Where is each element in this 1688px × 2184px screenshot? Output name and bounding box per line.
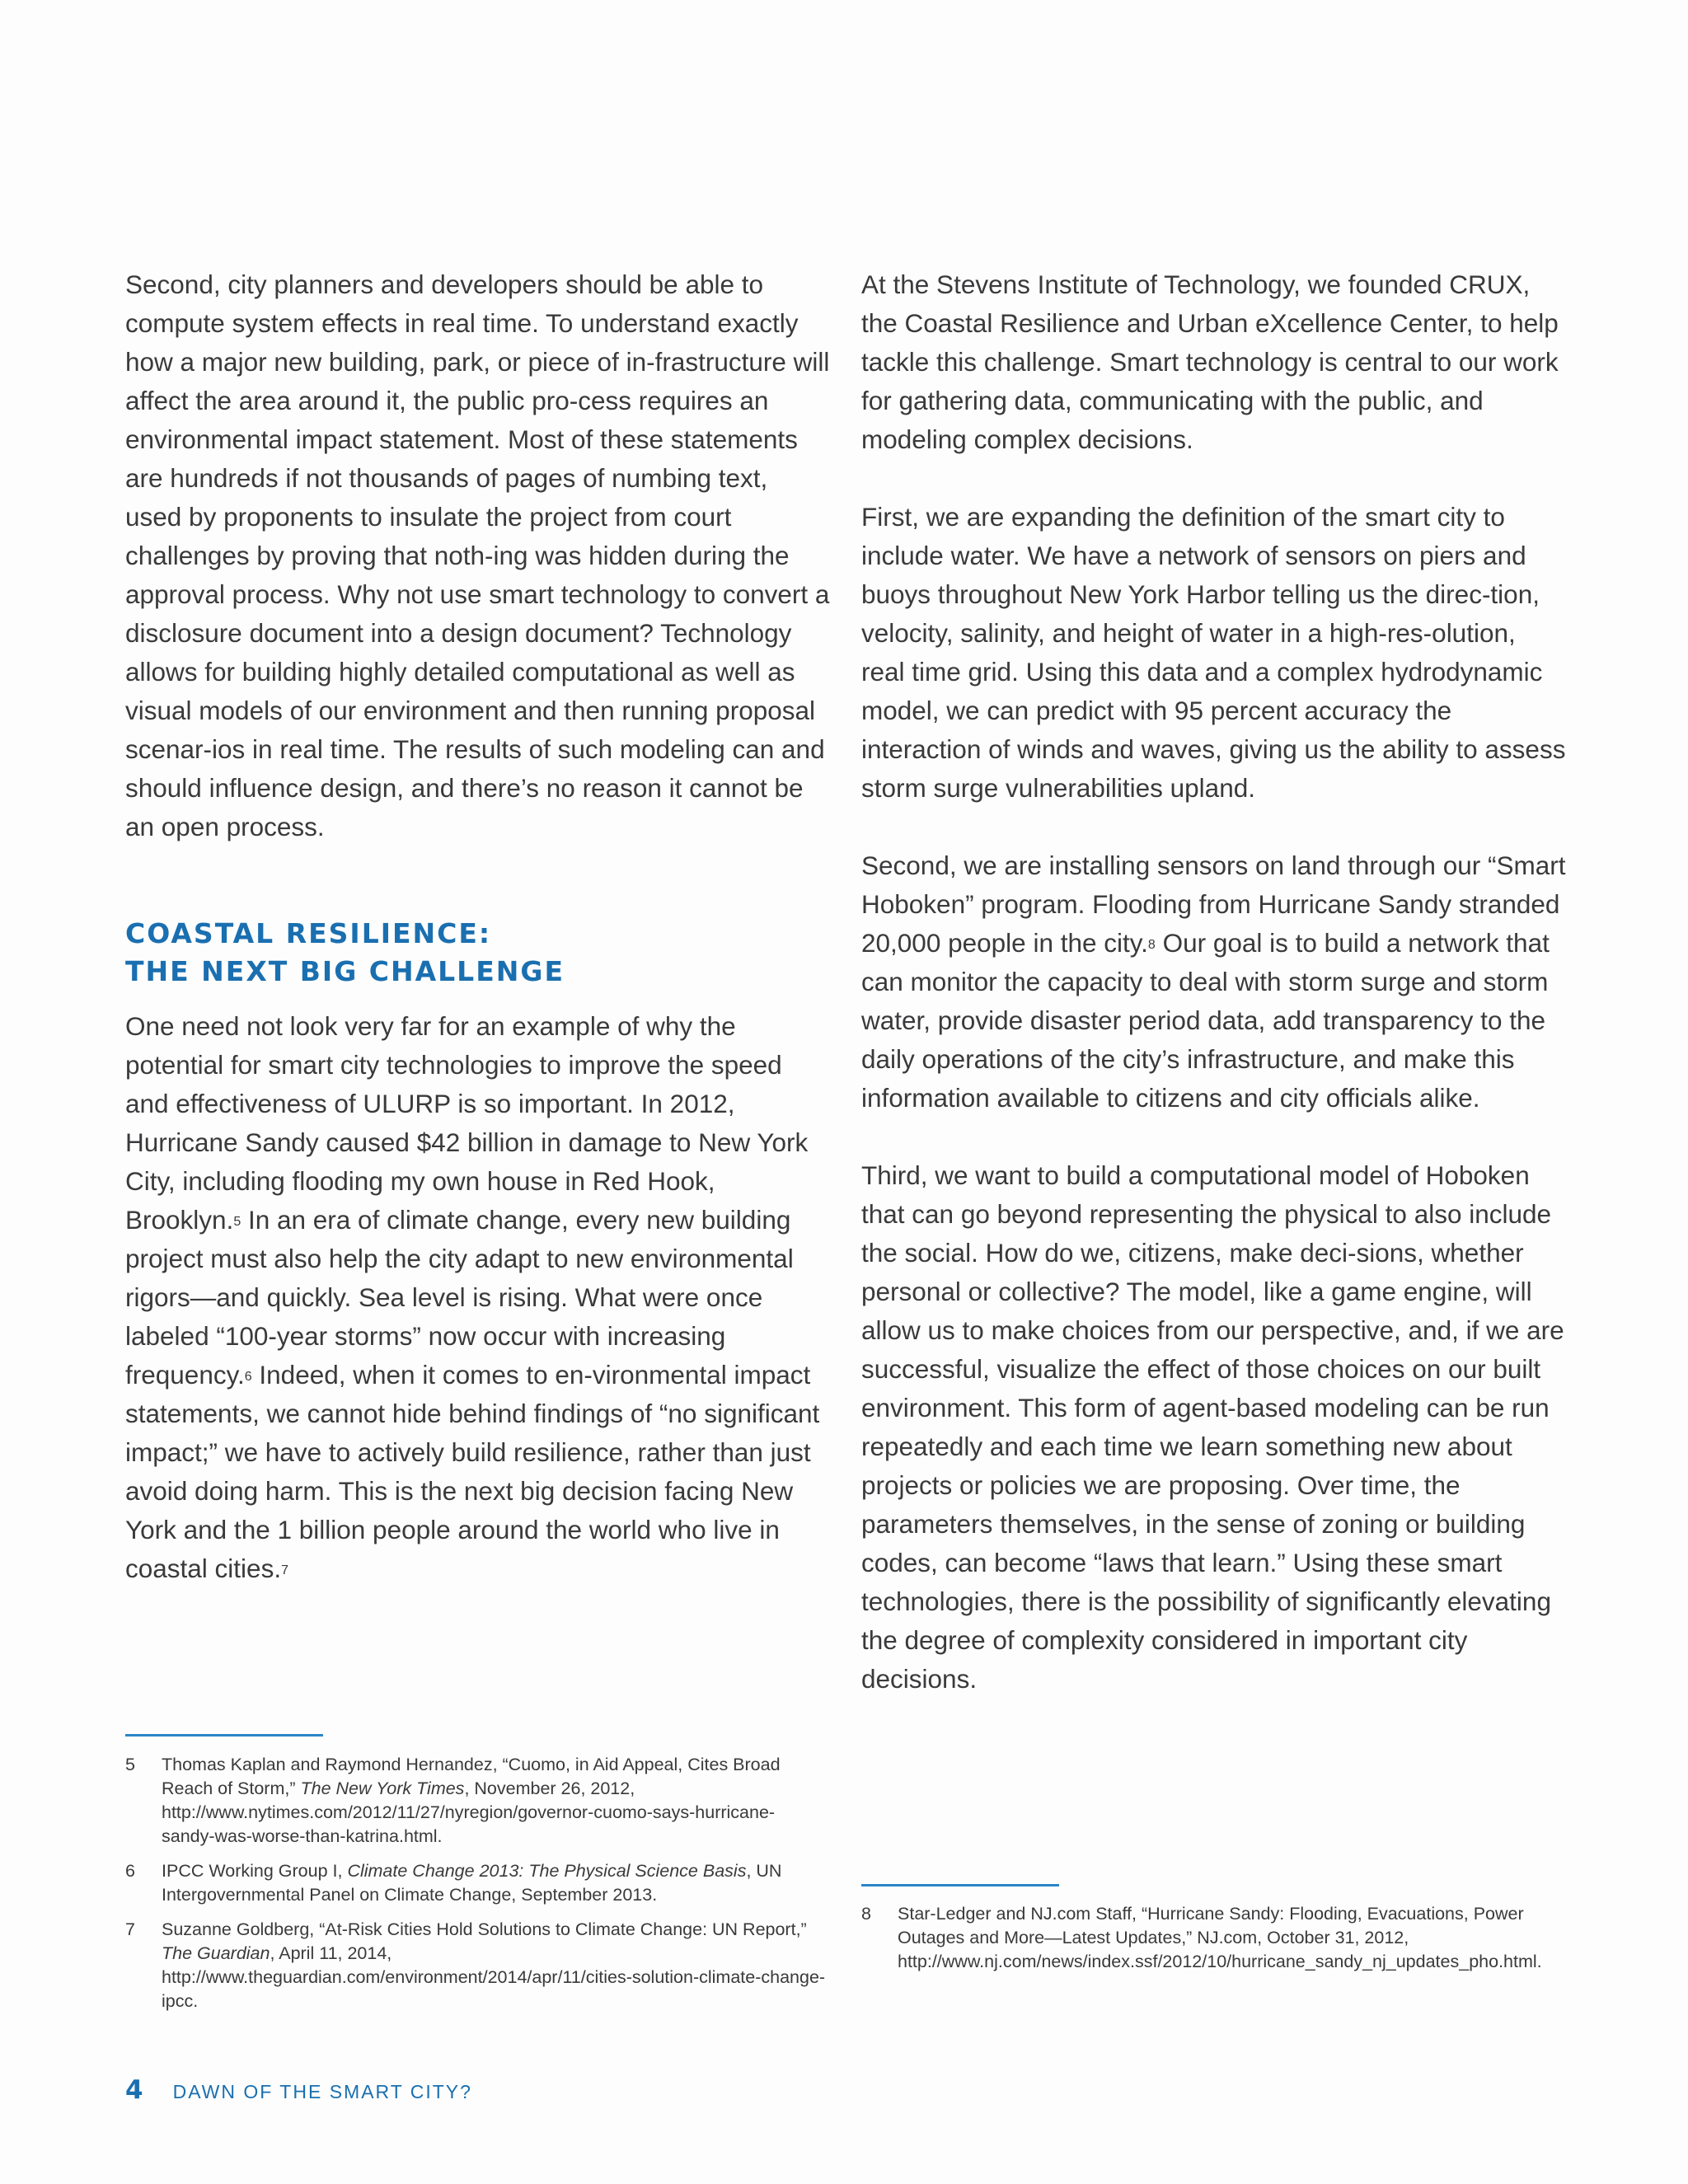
paragraph-text: Third, we want to build a computational model of Hoboken that can go beyond representing the physical to also include the social. How do we, citizens, make deci-sions, whether personal or collective? The model, like a game engine, will allow us to make choices from our perspective, and, if we are successful, visualize the effect of those choices on our built environment. This form of agent-based modeling can be run repeatedly and each time we learn something new about projects or policies we are proposing. Over time, the parameters themselves, in the sense of zoning or building codes, can become “laws that learn.” Using these smart technologies, there is the possibility of significantly elevating the degree of complexity considered in important city decisions. xyxy=(861,1160,1564,1694)
body-paragraph xyxy=(125,265,830,846)
footnote-item xyxy=(125,1918,826,2013)
page-footer xyxy=(125,2075,472,2105)
page-number: 4 xyxy=(125,2075,143,2105)
paragraph-text-part: Our goal is to build a network that can monitor the capacity to deal with storm surge and storm water, provide disaster period data, add transparency to the daily operations of the city’s infrastructure, and make this information available to citizens and city officials alike. xyxy=(861,928,1550,1113)
footnote-number: 6 xyxy=(125,1861,135,1881)
footnote-ref-6[interactable]: 6 xyxy=(244,1370,252,1384)
footnote-ref-7[interactable]: 7 xyxy=(281,1563,288,1577)
footnote-source-title: Climate Change 2013: The Physical Science Basis xyxy=(347,1861,747,1881)
section-heading-line2: THE NEXT BIG CHALLENGE xyxy=(125,955,565,987)
paragraph-text: At the Stevens Institute of Technology, we founded CRUX, the Coastal Resilience and Urban eXcellence Center, to help tackle this challenge. Smart technology is central to our work for gathering data, communicating with the public, and modeling complex decisions. xyxy=(861,269,1559,454)
footnote-text xyxy=(162,1753,826,1849)
paragraph-text-part: Indeed, when it comes to en-vironmental impact statements, we cannot hide behind findings of “no significant impact;” we have to actively build resilience, rather than just avoid doing harm. This is the next big decision facing New York and the 1 billion people around the world who live in coastal cities. xyxy=(125,1360,820,1583)
footnote-text-part: Thomas Kaplan and Raymond Hernandez, “Cuomo, in Aid Appeal, Cites Broad Reach of Storm,” xyxy=(162,1755,781,1798)
body-paragraphs xyxy=(861,265,1566,1699)
footnote-divider-left xyxy=(125,1734,323,1736)
footnote-text: Star-Ledger and NJ.com Staff, “Hurricane Sandy: Flooding, Evacuations, Power Outages and More—Latest Updates,” NJ.com, October 31, 2012, http://www.nj.com/news/index.ssf/2012/10/hurricane_sandy_nj_updates_pho.html. xyxy=(898,1904,1542,1971)
footnote-text-part: IPCC Working Group I, xyxy=(162,1861,348,1881)
footnotes-right xyxy=(861,1902,1562,1985)
footnote-item xyxy=(125,1753,826,1849)
paragraph-text-part: One need not look very far for an example of why the potential for smart city technologies to improve the speed and effectiveness of ULURP is so important. In 2012, Hurricane Sandy caused $42 billion in damage to New York City, including flooding my own house in Red Hook, Brooklyn. xyxy=(125,1011,809,1235)
section-heading-line1: COASTAL RESILIENCE: xyxy=(125,917,492,949)
footnote-source-title: The New York Times xyxy=(300,1779,465,1798)
footnote-source-title: The Guardian xyxy=(162,1943,270,1963)
footnote-item xyxy=(861,1902,1562,1974)
footnote-ref-5[interactable]: 5 xyxy=(233,1215,241,1229)
footnote-text-part: , November 26, 2012, http://www.nytimes.com/2012/11/27/nyregion/governor-cuomo-says-hurricane-sandy-was-worse-than-katrina.html. xyxy=(162,1779,776,1846)
footnote-number: 5 xyxy=(125,1755,135,1774)
right-column xyxy=(861,265,1566,1737)
footnote-text xyxy=(162,1859,826,1907)
footnotes-left xyxy=(125,1753,826,2024)
paragraph-text: Second, city planners and developers should be able to compute system effects in real time. To understand exactly how a major new building, park, or piece of in-frastructure will affect the area around it, the public pro-cess requires an environmental impact statement. Most of these statements are hundreds if not thousands of pages of numbing text, used by proponents to insulate the project from court challenges by proving that noth-ing was hidden during the approval process. Why not use smart technology to convert a disclosure document into a design document? Technology allows for building highly detailed computational as well as visual models of our environment and then running proposal scenar-ios in real time. The results of such modeling can and should influence design, and there’s no reason it cannot be an open process. xyxy=(125,269,830,841)
body-paragraph xyxy=(125,1007,830,1588)
footnote-text xyxy=(162,1918,826,2013)
footnote-number: 8 xyxy=(861,1904,871,1924)
left-column xyxy=(125,265,830,1627)
footnote-number: 7 xyxy=(125,1919,135,1939)
section-heading xyxy=(125,915,830,991)
footnote-text-part: , April 11, 2014, http://www.theguardian.com/environment/2014/apr/11/cities-solution-climate-change-ipcc. xyxy=(162,1943,826,2011)
paragraph-text xyxy=(861,846,1566,1118)
footnote-text-part: , UN Intergovernmental Panel on Climate Change, September 2013. xyxy=(162,1861,782,1905)
paragraph-text-part: In an era of climate change, every new building project must also help the city adapt to new environmental rigors—and quickly. Sea level is rising. What were once labeled “100-year storms” now occur with increasing frequency. xyxy=(125,1205,794,1390)
footnote-text-part: Suzanne Goldberg, “At-Risk Cities Hold Solutions to Climate Change: UN Report,” xyxy=(162,1919,807,1939)
footnote-divider-right xyxy=(861,1884,1059,1886)
footnote-item xyxy=(125,1859,826,1907)
footnote-ref-8[interactable]: 8 xyxy=(1147,938,1156,952)
paragraph-text xyxy=(125,1007,830,1588)
running-title: DAWN OF THE SMART CITY? xyxy=(172,2081,472,2102)
paragraph-text-part: Second, we are installing sensors on land through our “Smart Hoboken” program. Flooding from Hurricane Sandy stranded 20,000 people in the city. xyxy=(861,851,1566,958)
paragraph-text: First, we are expanding the definition of the smart city to include water. We have a network of sensors on piers and buoys throughout New York Harbor telling us the direc-tion, velocity, salinity, and height of water in a high-res-olution, real time grid. Using this data and a complex hydrodynamic model, we can predict with 95 percent accuracy the interaction of winds and waves, giving us the ability to assess storm surge vulnerabilities upland. xyxy=(861,502,1566,803)
